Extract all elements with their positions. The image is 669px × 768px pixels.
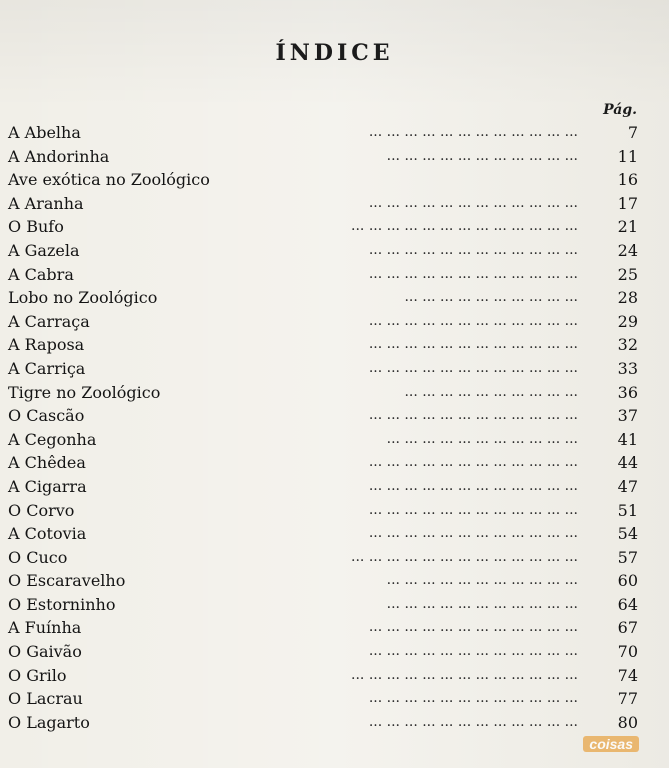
toc-entry-page: 64 xyxy=(617,594,638,614)
toc-entry-page: 60 xyxy=(617,571,638,591)
toc-leader-dots: ... ... ... ... ... ... ... ... ... ... ... ... xyxy=(368,454,578,471)
toc-entry-title: O Lacrau xyxy=(8,689,83,709)
toc-leader-dots: ... ... ... ... ... ... ... ... ... ... ... ... xyxy=(368,194,578,211)
toc-entry xyxy=(8,357,638,381)
toc-leader-dots: ... ... ... ... ... ... ... ... ... ... xyxy=(404,383,578,400)
toc-leader-dots: ... ... ... ... ... ... ... ... ... ... ... ... xyxy=(368,713,578,730)
toc-leader-dots: ... ... ... ... ... ... ... ... ... ... ... ... xyxy=(368,525,578,542)
toc-entry-title: O Grilo xyxy=(8,665,67,685)
toc-entry-title: A Chêdea xyxy=(8,453,86,473)
toc-entry-title: Lobo no Zoológico xyxy=(8,288,158,308)
toc-leader-dots: ... ... ... ... ... ... ... ... ... ... ... xyxy=(386,572,578,589)
toc-entry-title: A Carriça xyxy=(8,358,86,378)
toc-entry xyxy=(8,499,638,523)
toc-leader-dots: ... ... ... ... ... ... ... ... ... ... ... ... xyxy=(368,643,578,660)
toc-entry xyxy=(8,664,638,688)
page-title: ÍNDICE xyxy=(275,40,394,66)
toc-entry-title: O Corvo xyxy=(8,500,75,520)
toc-entry-page: 44 xyxy=(617,453,638,473)
toc-entry-page: 57 xyxy=(617,547,638,567)
toc-entry-page: 29 xyxy=(617,311,638,331)
toc-entry-title: O Cuco xyxy=(8,547,68,567)
toc-leader-dots: ... ... ... ... ... ... ... ... ... ... ... xyxy=(386,595,578,612)
toc-leader-dots: ... ... ... ... ... ... ... ... ... ... ... ... xyxy=(368,265,578,282)
toc-entry-title: O Gaivão xyxy=(8,642,82,662)
toc-leader-dots: ... ... ... ... ... ... ... ... ... ... ... xyxy=(386,430,578,447)
toc-entry-page: 70 xyxy=(617,642,638,662)
toc-entry-page: 51 xyxy=(617,500,638,520)
toc-entry xyxy=(8,310,638,334)
toc-entry xyxy=(8,168,638,192)
toc-leader-dots: ... ... ... ... ... ... ... ... ... ... ... ... ... xyxy=(351,548,578,565)
toc-entry-title: O Estorninho xyxy=(8,594,116,614)
toc-entry xyxy=(8,522,638,546)
toc-entry-title: O Escaravelho xyxy=(8,571,126,591)
toc-entry xyxy=(8,687,638,711)
toc-entry-page: 25 xyxy=(617,264,638,284)
toc-leader-dots: ... ... ... ... ... ... ... ... ... ... ... xyxy=(386,147,578,164)
toc-entry-title: A Gazela xyxy=(8,240,80,260)
toc-entry-page: 80 xyxy=(617,712,638,732)
toc-entry xyxy=(8,404,638,428)
toc-entry-page: 7 xyxy=(627,123,638,142)
toc-entry-title: A Cabra xyxy=(8,264,74,284)
toc-leader-dots: ... ... ... ... ... ... ... ... ... ... ... ... xyxy=(368,241,578,258)
toc-entry xyxy=(8,546,638,570)
toc-entry-title: A Fuínha xyxy=(8,618,82,638)
toc-entry-page: 36 xyxy=(617,382,638,402)
toc-entry-page: 21 xyxy=(617,217,638,237)
toc-leader-dots: ... ... ... ... ... ... ... ... ... ... ... ... xyxy=(368,359,578,376)
page-column-label: Pág. xyxy=(603,102,637,118)
toc-entry xyxy=(8,239,638,263)
toc-leader-dots: ... ... ... ... ... ... ... ... ... ... ... ... xyxy=(368,124,578,140)
toc-entry-title: A Cotovia xyxy=(8,524,87,544)
toc-entry-title: A Cigarra xyxy=(8,476,87,496)
toc-entry xyxy=(8,145,638,169)
toc-entry-page: 32 xyxy=(617,335,638,355)
toc-entry-title: A Abelha xyxy=(8,123,81,142)
toc-leader-dots: ... ... ... ... ... ... ... ... ... ... ... ... xyxy=(368,477,578,494)
toc-leader-dots: ... ... ... ... ... ... ... ... ... ... ... ... xyxy=(368,619,578,636)
toc-leader-dots: ... ... ... ... ... ... ... ... ... ... ... ... xyxy=(368,501,578,518)
table-of-contents xyxy=(8,121,638,734)
toc-entry xyxy=(8,616,638,640)
toc-entry xyxy=(8,381,638,405)
toc-entry-title: A Carraça xyxy=(8,311,90,331)
toc-leader-dots: ... ... ... ... ... ... ... ... ... ... ... ... xyxy=(368,690,578,707)
toc-entry-title: O Cascão xyxy=(8,406,85,426)
toc-entry xyxy=(8,286,638,310)
toc-entry-page: 33 xyxy=(617,358,638,378)
toc-entry xyxy=(8,333,638,357)
toc-entry-page: 47 xyxy=(617,476,638,496)
toc-entry xyxy=(8,192,638,216)
toc-entry-page: 11 xyxy=(617,146,638,166)
toc-entry-page: 41 xyxy=(617,429,638,449)
toc-leader-dots: ... ... ... ... ... ... ... ... ... ... ... ... xyxy=(368,312,578,329)
toc-entry xyxy=(8,121,638,145)
toc-entry xyxy=(8,428,638,452)
watermark-logo: coisas xyxy=(583,736,639,752)
toc-entry xyxy=(8,593,638,617)
toc-entry-page: 28 xyxy=(617,288,638,308)
toc-entry-page: 24 xyxy=(617,240,638,260)
toc-entry-title: O Bufo xyxy=(8,217,64,237)
toc-entry-title: Tigre no Zoológico xyxy=(8,382,161,402)
toc-entry xyxy=(8,215,638,239)
toc-entry-title: A Raposa xyxy=(8,335,85,355)
toc-entry-page: 17 xyxy=(617,193,638,213)
toc-entry-page: 67 xyxy=(617,618,638,638)
toc-entry-title: A Andorinha xyxy=(8,146,110,166)
toc-entry-title: Ave exótica no Zoológico xyxy=(8,170,210,190)
toc-entry-title: O Lagarto xyxy=(8,712,90,732)
toc-leader-dots: ... ... ... ... ... ... ... ... ... ... ... ... xyxy=(368,407,578,424)
toc-leader-dots: ... ... ... ... ... ... ... ... ... ... ... ... ... xyxy=(351,218,578,235)
toc-entry-page: 16 xyxy=(617,170,638,190)
toc-leader-dots: ... ... ... ... ... ... ... ... ... ... ... ... ... xyxy=(351,666,578,683)
toc-entry-page: 37 xyxy=(617,406,638,426)
toc-entry xyxy=(8,711,638,735)
toc-entry-page: 77 xyxy=(617,689,638,709)
toc-entry-title: A Aranha xyxy=(8,193,84,213)
toc-entry xyxy=(8,640,638,664)
toc-leader-dots: ... ... ... ... ... ... ... ... ... ... ... ... xyxy=(368,336,578,353)
toc-entry-page: 74 xyxy=(617,665,638,685)
toc-leader-dots: ... ... ... ... ... ... ... ... ... ... xyxy=(404,289,578,306)
toc-entry xyxy=(8,569,638,593)
toc-entry xyxy=(8,475,638,499)
toc-entry xyxy=(8,263,638,287)
toc-entry-title: A Cegonha xyxy=(8,429,97,449)
toc-entry xyxy=(8,451,638,475)
toc-entry-page: 54 xyxy=(617,524,638,544)
